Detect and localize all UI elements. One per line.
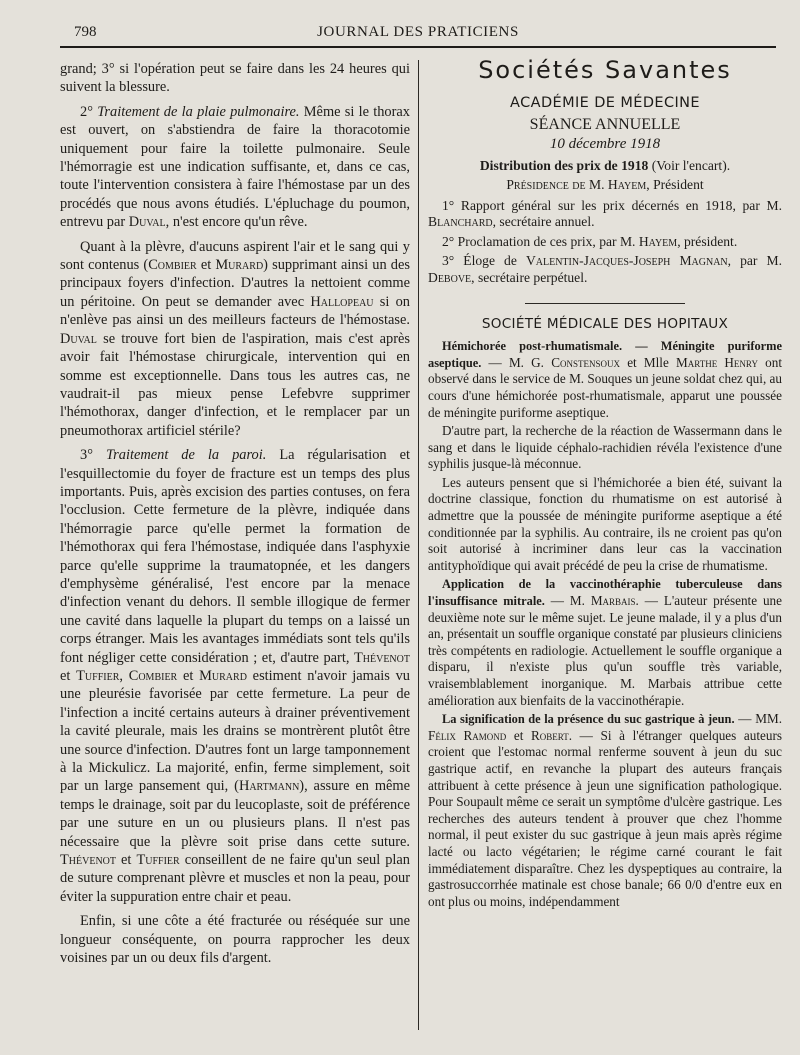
header-rule (60, 46, 776, 48)
distribution-line: Distribution des prix de 1918 (Voir l'encart). (479, 158, 731, 174)
presidence-line: Présidence de M. Hayem, Président (506, 176, 704, 192)
agenda-item-1: 1° Rapport général sur les prix décernés en 1918, par M. Blanchard, secrétaire annuel. (428, 197, 782, 230)
agenda-item-2: 2° Proclamation de ces prix, par M. Hayem, président. (442, 233, 738, 249)
paragraph-plevre: Quant à la plèvre, d'aucuns aspirent l'air et le sang qui y sont contenus (Combier et Murard) supprimant ainsi un des principaux foyers d'infection. D'autres la nettoient comme un péritoine. On peut se demander avec Hallopeau si on n'enlève pas ainsi un des meilleurs facteurs de l'hémostase. Duval se trouve fort bien de l'aspiration, mais c'est après avoir fait l'hémostase chirurgicale, intervention qui en somme est exceptionnelle. Dans tous les autres cas, ne vaudrait-il pas mieux pense Lefebvre supprimer l'hémothorax, danger d'infection, et le remplacer par un pneumothorax artificiel stérile? (60, 238, 411, 439)
report-vaccinotherapie: Application de la vaccinothéraphie tuberculeuse dans l'insuffisance mitrale. — M. Marbais. — L'auteur présente une deuxième note sur le même sujet. Le jeune malade, il y a plus d'un an, présentait un souffle organique constaté par plusieurs cliniciens très compétents en radiologie. Actuellement le souffle organique a disparu, il n'existe plus qu'un souffle très variable, vraisemblablement inorganique. M. Marbais attribue cette amélioration aux bienfaits de la vaccinothérapie. (428, 577, 783, 708)
journal-title: JOURNAL DES PRATICIENS (317, 24, 519, 40)
section-main-title: Sociétés Savantes (478, 56, 732, 84)
left-column (60, 60, 410, 974)
section-title-plaie: Traitement de la plaie pulmonaire. (97, 103, 300, 120)
report-suc-gastrique: La signification de la présence du suc gastrique à jeun. — MM. Félix Ramond et Robert. — Si à l'étranger quelques auteurs croient que l'estomac normal renferme souvent à jeun du suc gastrique actif, en revanche la plupart des auteurs français attribuent à cette présence à jeun une signification pathologique. Pour Soupault même ce serait un symptôme d'ulcère gastrique. Les recherches des auteurs tendent à prouver que chez l'homme normal, il peut exister du suc gastrique à jeun mais après régime lacté ou lacto végétarien; le régime carné courant le fait immédiatement disparaître. Chez les dyspeptiques au contraire, la gastrosuccorrhée matinale est chose banale; 66 0/0 d'entre eux en ont plus ou moins, indépendamment (428, 711, 782, 909)
report-hemichoree-p3: Les auteurs pensent que si l'hémichorée a bien été, suivant la doctrine classique, fonction du rhumatisme on est autorisé à admettre que la poussée de méningite puriforme aseptique a été conditionnée par la syphilis. Au contraire, ils ne croient pas qu'on soit autorisé à incriminer dans leur cas la vaccination antityphoïdique qui avait précédé de peu la crise de rhumatisme. (428, 474, 782, 573)
right-column (428, 56, 783, 912)
societe-heading: SOCIÉTÉ MÉDICALE DES HOPITAUX (481, 315, 729, 332)
seance-date: 10 décembre 1918 (549, 135, 661, 152)
report-hemichoree: Hémichorée post-rhumatismale. — Méningite puriforme aseptique. — M. G. Constensoux et Mlle Marthe Henry ont observé dans le service de M. Souques un jeune soldat chez qui, au cours d'une hémichorée post-rhumatismale, apparut une poussée de méningite puriforme aseptique. (428, 339, 783, 420)
seance-heading: SÉANCE ANNUELLE (529, 116, 681, 134)
page-number: 798 (74, 24, 97, 40)
column-divider (418, 60, 419, 1030)
paragraph-cote: Enfin, si une côte a été fracturée ou réséquée sur une longueur conséquente, on pourra rapprocher les deux voisines par un ou deux fils d'argent. (60, 913, 410, 967)
agenda-item-3: 3° Éloge de Valentin-Jacques-Joseph Magnan, par M. Debove, secrétaire perpétuel. (428, 253, 782, 285)
section-title-paroi: Traitement de la paroi. (105, 447, 267, 464)
paragraph-plaie-pulmonaire: 2° Traitement de la plaie pulmonaire. Même si le thorax est ouvert, on s'abstiendra de faire la thoracotomie uniquement pour faire la toilette pulmonaire. Seule l'hémorragie est une indication suffisante, et, dans ce cas, toute l'intervention consistera à faire l'hémostase par un des procédés que nous avons étudiés. L'épluchage du poumon, entrevu par Duval, n'est encore qu'un rêve. (60, 103, 411, 231)
section-separator (525, 303, 685, 304)
page-header (60, 22, 776, 48)
paragraph-paroi: 3° Traitement de la paroi. La régularisation et l'esquillectomie du foyer de fracture est un temps des plus importants. Puis, après excision des parties contuses, on fera l'occlusion. Cette fermeture de la plèvre, indiquée dans l'hémorragie parce qu'elle permet la formation de l'hémothorax qui fera l'hémostase, indiquée dans l'asphyxie parce qu'elle supprime la traumatopnée, et les dangers d'emphysème généralisé, l'est encore par la menace d'infection venant du dehors. Il semble illogique de fermer une cavité dans laquelle la plupart du temps on a laissé un corps étranger. Mais les avantages immédiats sont tels qu'ils font négliger cette considération ; et, d'autre part, Thévenot et Tuffier, Combier et Murard estiment n'avoir jamais vu une pleurésie favorisée par cette fermeture. La peur de l'infection a incité certains auteurs à drainer préventivement la cavité pleurale, mais les drains se montrèrent plutôt être une source d'infection. D'autres font un large tamponnement à la Mickulicz. La majorité, enfin, ferme simplement, soit par un large pansement qui, (Hartmann), assure en même temps le drainage, soit par du leucoplaste, soit de préférence par une suture en un ou plusieurs plans. Il n'est pas nécessaire que la plèvre soit prise dans cette suture. Thévenot et Tuffier conseillent de ne faire qu'un seul plan de suture comprenant plèvre et muscles et non la peau, pour éviter la suppuration entre chair et peau. (60, 447, 411, 905)
paragraph-1: grand; 3° si l'opération peut se faire dans les 24 heures qui suivent la blessure. (60, 61, 410, 96)
report-hemichoree-p2: D'autre part, la recherche de la réaction de Wassermann dans le sang et dans le liquide céphalo-rachidien révéla l'existence d'une syphilis jusque-là méconnue. (428, 423, 782, 472)
academie-heading: ACADÉMIE DE MÉDECINE (510, 94, 700, 111)
